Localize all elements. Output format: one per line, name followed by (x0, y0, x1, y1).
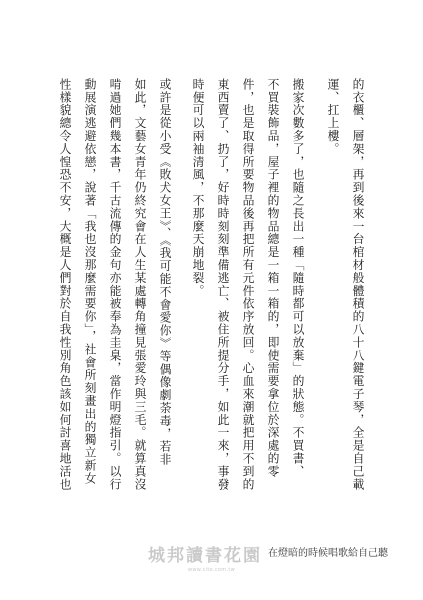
text-column-6: 東西賣了、扔了，好時時刻刻準備逃亡、被住所提分手，如此一來，事發 (216, 78, 230, 491)
publisher-watermark (148, 541, 262, 573)
text-column-9: 如此，文藝女青年仍終究會在人生某處轉角撞見張愛玲與三毛。就算真沒 (133, 78, 147, 491)
text-column-8: 或許是從小受《敗犬女王》、《我可能不會愛你》等偶像劇荼毒，若非 (158, 78, 172, 467)
watermark-url: www.cite.com.tw (188, 567, 235, 573)
book-title-footer: 在燈暗的時候唱歌給自己聽 (268, 548, 388, 559)
text-column-5: 件，也是取得所要物品後再把所有元件依序放回。心血來潮就把用不到的 (241, 78, 255, 491)
text-column-1: 的衣櫃、層架，再到後來一台棺材般體積的八十八鍵電子琴，全是自己載 (351, 78, 365, 491)
text-column-12: 性樣貌總令人惶恐不安，大概是人們對於自我性別角色該如何討喜地活也 (58, 78, 72, 491)
text-column-7: 時便可以兩袖清風，不那麼天崩地裂。 (191, 78, 205, 298)
text-column-2: 運、扛上樓。 (326, 78, 340, 156)
text-column-3: 搬家次數多了，也隨之長出一種「隨時都可以放棄」的狀態。不買書、 (291, 78, 305, 478)
text-column-4: 不買裝飾品，屋子裡的物品總是一箱一箱的，即使需要拿位於深處的零 (266, 78, 280, 478)
watermark-text: 城邦讀書花園 (148, 546, 262, 566)
text-column-10: 啃過她們幾本書，千古流傳的金句亦能被奉為圭臬，當作明燈指引。以行 (108, 78, 122, 491)
text-column-11: 動展演逃避依戀，說著「我也沒那麼需要你」，社會所刻畫出的獨立新女 (83, 78, 97, 485)
